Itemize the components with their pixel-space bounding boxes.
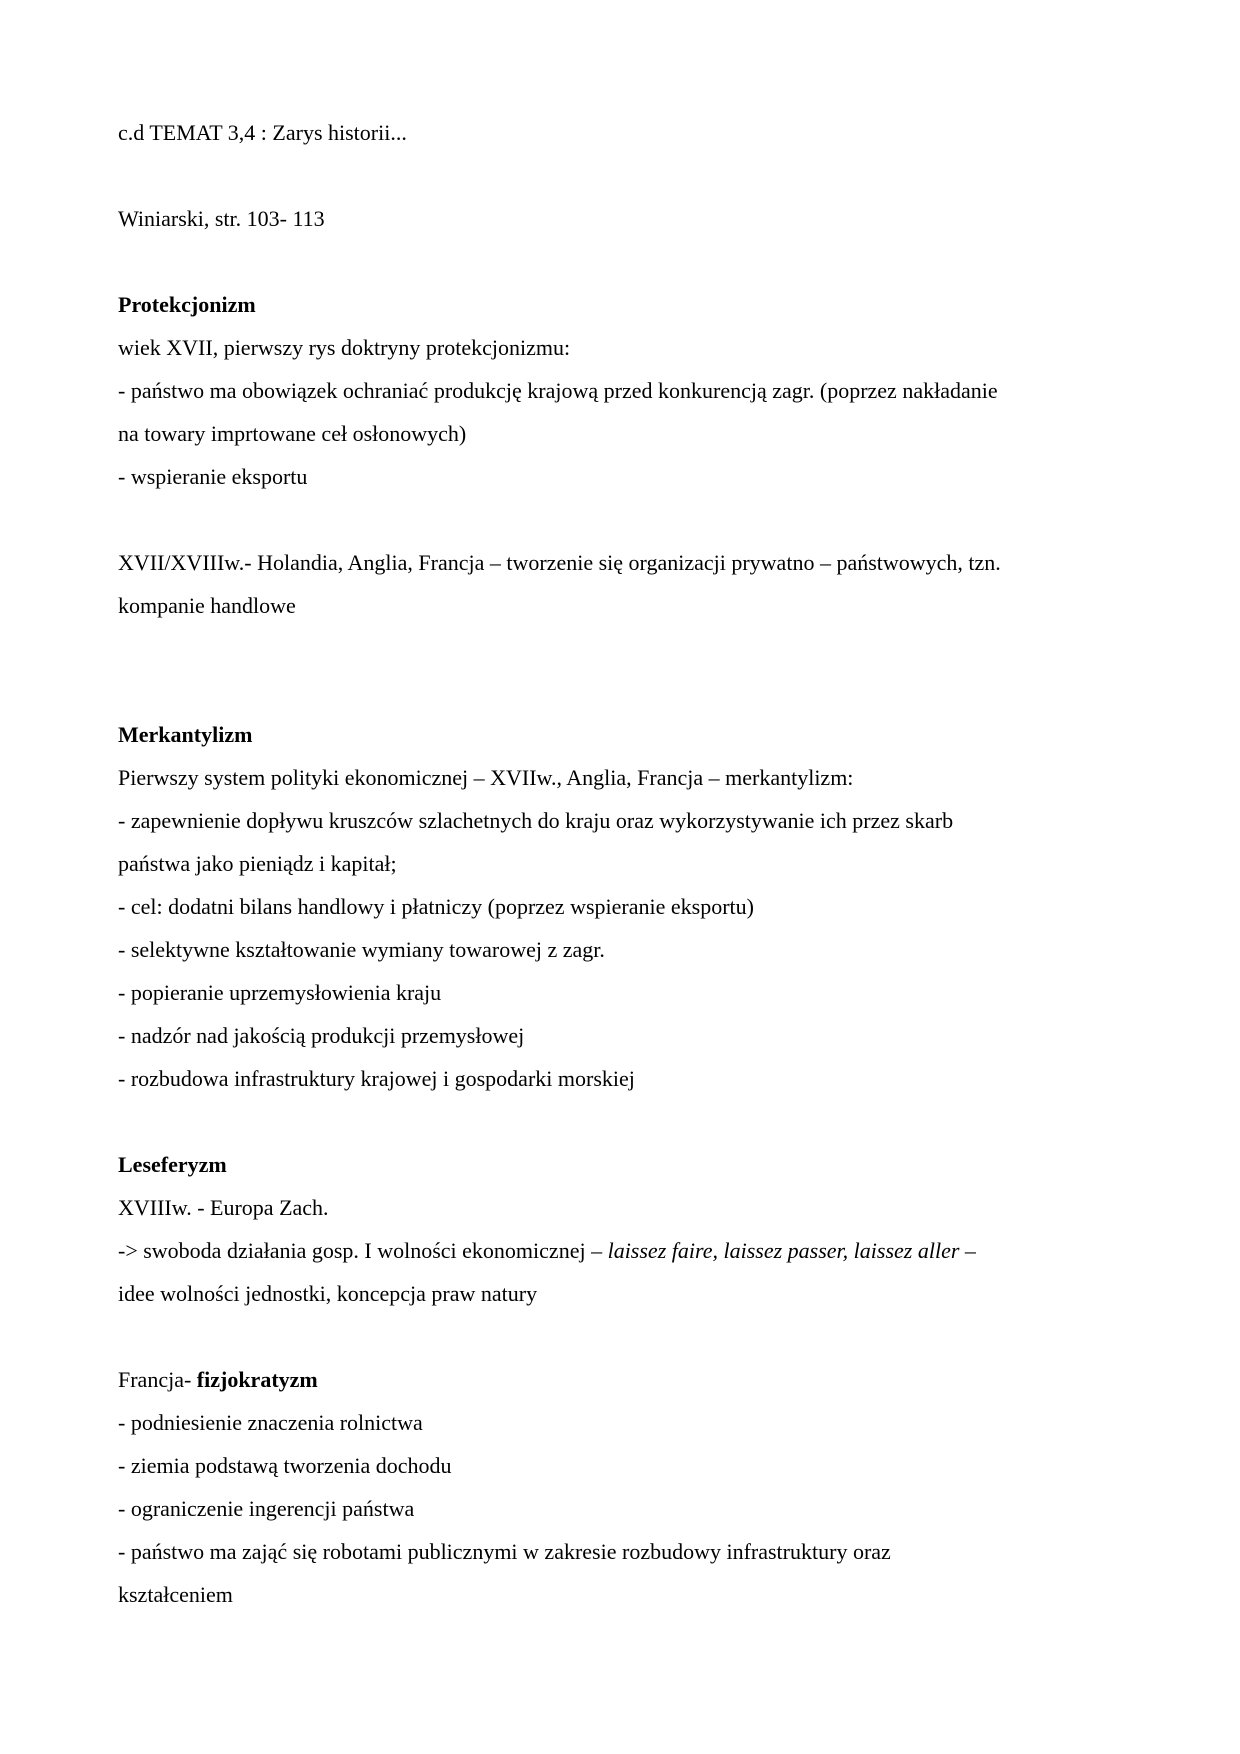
merkantylizm-line: - selektywne kształtowanie wymiany towarowej z zagr.: [118, 937, 605, 962]
leseferyzm-line: XVIIIw. - Europa Zach.: [118, 1195, 329, 1220]
section-heading-protekcjonizm: Protekcjonizm: [118, 292, 256, 317]
fizjokratyzm-term: fizjokratyzm: [196, 1367, 318, 1392]
protekcjonizm-line: na towary imprtowane ceł osłonowych): [118, 421, 467, 446]
leseferyzm-line: [118, 1238, 976, 1264]
fizjokratyzm-line: kształceniem: [118, 1582, 233, 1607]
protekcjonizm-line: wiek XVII, pierwszy rys doktryny protekcjonizmu:: [118, 335, 571, 360]
laissez-faire-phrase: laissez faire, laissez passer, laissez aller: [607, 1238, 960, 1263]
document-header: c.d TEMAT 3,4 : Zarys historii...: [118, 120, 407, 145]
leseferyzm-line-prefix: -> swoboda działania gosp. I wolności ekonomicznej –: [118, 1238, 608, 1263]
merkantylizm-line: - zapewnienie dopływu kruszców szlachetnych do kraju oraz wykorzystywanie ich przez skarb: [118, 808, 954, 833]
merkantylizm-line: - nadzór nad jakością produkcji przemysłowej: [118, 1023, 525, 1048]
merkantylizm-line: Pierwszy system polityki ekonomicznej – XVIIw., Anglia, Francja – merkantylizm:: [118, 765, 854, 790]
fizjokratyzm-line: - podniesienie znaczenia rolnictwa: [118, 1410, 423, 1435]
leseferyzm-line-suffix: –: [959, 1238, 976, 1263]
merkantylizm-line: - rozbudowa infrastruktury krajowej i gospodarki morskiej: [118, 1066, 635, 1091]
protekcjonizm-line: - wspieranie eksportu: [118, 464, 308, 489]
merkantylizm-line: - cel: dodatni bilans handlowy i płatniczy (poprzez wspieranie eksportu): [118, 894, 754, 919]
merkantylizm-line: - popieranie uprzemysłowienia kraju: [118, 980, 442, 1005]
source-reference: Winiarski, str. 103- 113: [118, 206, 325, 231]
section-heading-fizjokratyzm: [118, 1367, 318, 1393]
fizjokratyzm-line: - państwo ma zająć się robotami publicznymi w zakresie rozbudowy infrastruktury oraz: [118, 1539, 891, 1564]
merkantylizm-line: państwa jako pieniądz i kapitał;: [118, 851, 397, 876]
fizjokratyzm-line: - ograniczenie ingerencji państwa: [118, 1496, 415, 1521]
fizjokratyzm-prefix: Francja-: [118, 1367, 197, 1392]
section-heading-merkantylizm: Merkantylizm: [118, 722, 253, 747]
protekcjonizm-extra-line: XVII/XVIIIw.- Holandia, Anglia, Francja – tworzenie się organizacji prywatno – państwowych, tzn.: [118, 550, 1001, 575]
section-heading-leseferyzm: Leseferyzm: [118, 1152, 227, 1177]
leseferyzm-line: idee wolności jednostki, koncepcja praw natury: [118, 1281, 538, 1306]
protekcjonizm-extra-line: kompanie handlowe: [118, 593, 296, 618]
protekcjonizm-line: - państwo ma obowiązek ochraniać produkcję krajową przed konkurencją zagr. (poprzez nakładanie: [118, 378, 998, 403]
fizjokratyzm-line: - ziemia podstawą tworzenia dochodu: [118, 1453, 452, 1478]
